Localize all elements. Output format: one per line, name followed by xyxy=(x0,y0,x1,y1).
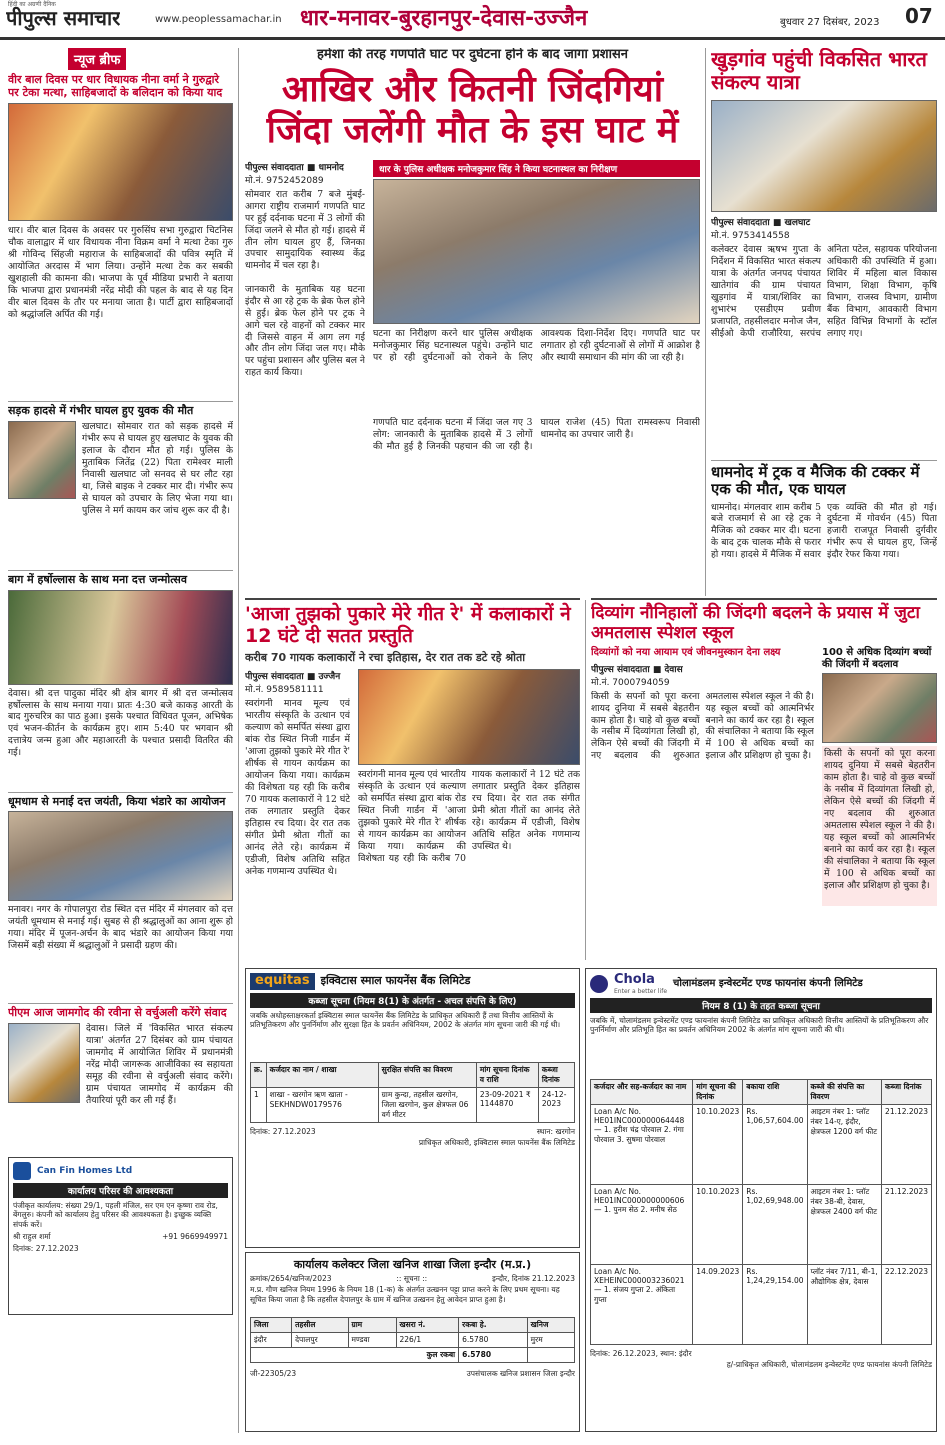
collector-col-tehsil: तहसील xyxy=(292,1318,348,1333)
lead-body-4: गणपति घाट दर्दनाक घटना में जिंदा जल गए 3 लोग: जानकारी के मुताबिक हादसे में 3 लोगों की मौत हुई है जिनकी पहचान की जा रही है। घायल राजेश (45) पिता रामस्वरूप निवासी धामनोद का उपचार जारी है। xyxy=(373,416,700,452)
equitas-cell-demand: 23-09-2021 ₹ 1144870 xyxy=(476,1087,538,1122)
chola-title: चोलामंडलम इन्वेस्टमेंट एण्ड फायनांस कंपनी लिमिटेड xyxy=(673,978,863,990)
school-byline: पीपुल्स संवाददाता ■ देवास xyxy=(591,664,683,675)
school-photo xyxy=(822,673,937,743)
canfin-title: कार्यालय परिसर की आवश्यकता xyxy=(13,1183,228,1198)
collector-col-khasra: खसरा नं. xyxy=(396,1318,459,1333)
chola-cell: Rs. 1,24,29,154.00 xyxy=(743,1264,807,1344)
column-divider xyxy=(238,48,239,1433)
table-row xyxy=(591,1264,932,1344)
collector-col-area: रकबा हे. xyxy=(459,1318,528,1333)
equitas-place: स्थान: खरगोन xyxy=(536,1126,575,1136)
equitas-col-5: कब्जा दिनांक xyxy=(538,1062,574,1087)
chola-subtitle: नियम 8 (1) के तहत कब्जा सूचना xyxy=(590,998,932,1013)
collector-cell: इंदौर xyxy=(251,1333,292,1348)
table-row xyxy=(591,1184,932,1264)
issue-date: बुधवार 27 दिसंबर, 2023 xyxy=(780,17,880,28)
lead-mobile: मो.नं. 9752452089 xyxy=(245,175,324,186)
chola-cell: 22.12.2023 xyxy=(882,1264,932,1344)
lead-headline[interactable]: आखिर और कितनी जिंदगियां जिंदा जलेंगी मौत के इस घाट में xyxy=(266,68,679,152)
equitas-col-3: सुरक्षित संपत्ति का विवरण xyxy=(378,1062,476,1087)
collector-col-mineral: खनिज xyxy=(527,1318,574,1333)
brief-1-headline[interactable]: वीर बाल दिवस पर धार विधायक नीना वर्मा ने गुरुद्वारे पर टेका मत्था, साहिबजादों के बलिदान को किया याद xyxy=(8,73,223,99)
table-row xyxy=(251,1087,575,1122)
edition-title: धार-मनावर-बुरहानपुर-देवास-उज्जैन xyxy=(300,6,588,31)
chola-cell: Loan A/c No. HE01INC000000064448 — 1. हरीश चंद्र पोरवाल 2. गंगा पोरवाल 3. सुषमा पोरवाल xyxy=(591,1104,693,1184)
school-mobile: मो.नं. 7000794059 xyxy=(591,677,670,688)
equitas-cell-borrower: शाखा - खरगोन ऋण खाता - SEKHNDW0179576 xyxy=(266,1087,378,1122)
page-number: 07 xyxy=(905,4,933,28)
brief-2-headline[interactable]: सड़क हादसे में गंभीर घायल हुए युवक की मौत xyxy=(8,401,233,418)
canfin-date: दिनांक: 27.12.2023 xyxy=(13,1244,79,1254)
brief-4-body: मनावर। नगर के गोपालपुरा रोड स्थित दत्त मंदिर में मंगलवार को दत्त जयंती धूमधाम से मनाई गई। सुबह से ही श्रद्धालुओं का आना शुरू हो गया। मंदिर में पूजन-अर्चन के बाद भंडारे का आयोजन किया गया जिसमें बड़ी संख्या में श्रद्धालुओं ने प्रसादी ग्रहण की। xyxy=(8,904,233,952)
news-brief-tag: न्यूज ब्रीफ xyxy=(68,48,126,70)
canfin-text: पंजीकृत कार्यालय: संख्या 29/1, पहली मंजिल, सर एम एन कृष्णा राव रोड, बेंगलुरु। कंपनी को कार्यालय हेतु परिसर की आवश्यकता है। इच्छुक व्यक्ति संपर्क करें। xyxy=(13,1200,218,1229)
music-byline: पीपुल्स संवाददाता ■ उज्जैन xyxy=(245,672,341,683)
chola-col-amount: बकाया राशि xyxy=(743,1079,807,1104)
equitas-col-1: क्र. xyxy=(251,1062,267,1087)
school-headline[interactable]: दिव्यांग नौनिहालों की जिंदगी बदलने के प्रयास में जुटा अमतलास स्पेशल स्कूल xyxy=(591,603,920,643)
brief-4-headline[interactable]: धूमधाम से मनाई दत्त जयंती, किया भंडारे का आयोजन xyxy=(8,792,233,809)
collector-table xyxy=(250,1317,575,1363)
brand-logo: पीपुल्स समाचार xyxy=(6,6,121,30)
table-row xyxy=(251,1333,575,1348)
collector-total: 6.5780 xyxy=(459,1348,528,1363)
yatra-mobile: मो.नं. 9753414558 xyxy=(711,231,790,241)
chola-tagline: Enter a better life xyxy=(614,987,668,995)
school-subheadline: दिव्यांगों को नया आयाम एवं जीवनमुस्कान देना लक्ष्य xyxy=(591,647,781,659)
equitas-cell-possession: 24-12-2023 xyxy=(538,1087,574,1122)
music-headline[interactable]: 'आजा तुझको पुकारे मेरे गीत रे' में कलाकारों ने 12 घंटे दी सतत प्रस्तुति xyxy=(245,603,571,647)
collector-ref: क्रमांक/2654/खनिज/2023 xyxy=(250,1274,332,1283)
brand-tagline: हिंदी का अग्रणी दैनिक xyxy=(8,1,56,8)
column-divider xyxy=(585,600,586,960)
collector-col-district: जिला xyxy=(251,1318,292,1333)
lead-kicker: हमेशा की तरह गणपति घाट पर दुर्घटना होने के बाद जागा प्रशासन xyxy=(316,48,629,62)
lead-photo-caption: धार के पुलिस अधीक्षक मनोजकुमार सिंह ने किया घटनास्थल का निरीक्षण xyxy=(373,160,700,177)
collector-title: कार्यालय कलेक्टर जिला खनिज शाखा जिला इन्दौर (म.प्र.) xyxy=(293,1258,532,1271)
chola-brand: Chola xyxy=(614,972,655,987)
chola-date-place: दिनांक: 26.12.2023, स्थान: इंदौर xyxy=(590,1348,692,1358)
yatra-headline[interactable]: खुड़गांव पहुंची विकसित भारत संकल्प यात्रा xyxy=(711,48,927,94)
chola-col-borrower: कर्जदार और सह-कर्जदार का नाम xyxy=(591,1079,693,1104)
lead-body-1: सोमवार रात करीब 7 बजे मुंबई-आगरा राष्ट्रीय राजमार्ग गणपति घाट पर हुई दर्दनाक घटना में 3 लोगों की जिंदा जलने से मौत हो गई। हादसे में तीन लोग घायल हुए हैं, जिनका उपचार सामुदायिक स्वास्थ्य केंद्र धामनोद में चल रहा है। xyxy=(245,188,365,272)
brief-3-headline[interactable]: बाग में हर्षोल्लास के साथ मना दत्त जन्मोत्सव xyxy=(8,570,233,587)
equitas-date: दिनांक: 27.12.2023 xyxy=(250,1126,316,1136)
lead-story xyxy=(245,48,700,593)
collector-code: जी-22305/23 xyxy=(250,1369,297,1379)
canfin-ad xyxy=(8,1157,233,1315)
equitas-subtitle: कब्जा सूचना (नियम 8(1) के अंतर्गत - अचल संपत्ति के लिए) xyxy=(250,993,575,1008)
music-photo xyxy=(358,669,580,765)
chola-cell: 14.09.2023 xyxy=(693,1264,743,1344)
chola-cell: 21.12.2023 xyxy=(882,1184,932,1264)
collector-cell: 6.5780 xyxy=(459,1333,528,1348)
chola-cell: आइटम नंबर 1: प्लॉट नंबर 14-ए, इंदौर, क्षेत्रफल 1200 वर्ग फीट xyxy=(807,1104,882,1184)
chola-col-date: मांग सूचना की दिनांक xyxy=(693,1079,743,1104)
chola-signature: ह/-प्राधिकृत अधिकारी, चोलामंडलम इन्वेस्टमेंट एण्ड फायनांस कंपनी लिमिटेड xyxy=(726,1360,932,1370)
chola-ad xyxy=(585,968,937,1432)
collector-notice xyxy=(245,1252,580,1432)
chola-cell: प्लॉट नंबर 7/11, बी-1, औद्योगिक क्षेत्र, देवास xyxy=(807,1264,882,1344)
canfin-contact-name: श्री राहुल शर्मा xyxy=(13,1231,51,1241)
chola-cell: Rs. 1,02,69,948.00 xyxy=(743,1184,807,1264)
music-mobile: मो.नं. 9589581111 xyxy=(245,685,324,696)
chola-col-property: कब्जे की संपत्ति का विवरण xyxy=(807,1079,882,1104)
collector-cell: मुरम xyxy=(527,1333,574,1348)
collector-cell: 226/1 xyxy=(396,1333,459,1348)
left-column xyxy=(8,48,233,1428)
brief-5-headline[interactable]: पीएम आज जामगोद की रवीना से वर्चुअली करेंगे संवाद xyxy=(8,1003,233,1020)
equitas-title: इक्विटास स्माल फायनेंस बैंक लिमिटेड xyxy=(320,974,471,988)
school-side-body: किसी के सपनों को पूरा करना शायद दुनिया में सबसे बेहतरीन काम होता है। चाहे वो कुछ बच्चों के नसीब में दिव्यांगता लिखी हो, लेकिन ऐसे बच्चों की जिंदगी में नए बदलाव की शुरुआत अमतलास स्पेशल स्कूल ने की है। यह स्कूल बच्चों को आत्मनिर्भर बनाने का कार्य कर रहा है। स्कूल की संचालिका ने बताया कि स्कूल में 100 से अधिक बच्चों का इलाज और प्रशिक्षण हो चुका है। xyxy=(822,746,937,906)
masthead xyxy=(0,0,945,40)
equitas-cell-property: ग्राम कुन्दा, तहसील खरगोन, जिला खरगोन, कुल क्षेत्रफल 06 वर्ग मीटर xyxy=(378,1087,476,1122)
chola-table xyxy=(590,1079,932,1345)
chola-cell: Loan A/c No. XEHEINC000003236021 — 1. संजय गुप्ता 2. अंकिता गुप्ता xyxy=(591,1264,693,1344)
brief-3-body: देवास। श्री दत्त पादुका मंदिर श्री क्षेत्र बागर में श्री दत्त जन्मोत्सव हर्षोल्लास के साथ मनाया गया। प्रातः 4:30 बजे काकड़ आरती के बाद गुरुचरित्र का पाठ हुआ। इसके पश्चात विधिवत पूजन, अभिषेक एवं भजन-कीर्तन के कार्यक्रम हुए। शाम 5:40 पर भगवान श्री दत्तात्रेय जन्म हुआ और महाआरती के पश्चात प्रसादी वितरित की गई। xyxy=(8,687,233,759)
brief-1-body: धार। वीर बाल दिवस के अवसर पर गुरुसिंघ सभा गुरुद्वारा चिटनिस चौक वालाद्वार में धार विधायक नीना विक्रम वर्मा ने मत्था टेका गुरु श्री गोविन्द सिंहजी महाराज के साहिबजादों की पवित्र स्मृति में आयोजित अरदास में भाग लिया। उन्होंने मत्था टेक कर सबकी खुशहाली की कामना की। भाजपा के पूर्व मीडिया प्रभारी ने बताया कि भाजपा द्वारा प्रधानमंत्री नरेंद्र मोदी की पहल के बाद से यह दिन वीर बाल दिवस के तौर पर मनाया जाता है। पार्टी द्वारा साहिबजादों को श्रद्धांजलि अर्पित की गई। xyxy=(8,225,233,320)
collector-signature: उपसंचालक खनिज प्रशासन जिला इन्दौर xyxy=(466,1369,575,1379)
music-body: स्वरांगनी मानव मूल्य एवं भारतीय संस्कृति के उत्थान एवं कल्याण को समर्पित संस्था द्वारा बांक रोड स्थित निजी गार्डन में 'आजा तुझको पुकारे मेरे गीत रे' शीर्षक से गायन कार्यक्रम का आयोजन किया गया। कार्यक्रम की विशेषता यह रही कि करीब 70 गायक कलाकारों ने 12 घंटे तक लगातार प्रस्तुति देकर इतिहास रच दिया। देर रात तक संगीत प्रेमी श्रोता गीतों का आनंद लेते रहे। कार्यक्रम में एडीजी, विशेष अतिथि सहित अनेक गणमान्य उपस्थित थे। xyxy=(245,698,350,877)
canfin-logo-icon xyxy=(13,1162,31,1180)
column-divider xyxy=(705,48,706,596)
brief-5-body: देवास। जिले में 'विकसित भारत संकल्प यात्रा' अंतर्गत 27 दिसंबर को ग्राम पंचायत जामगोद में आयोजित शिविर में प्रधानमंत्री नरेंद्र मोदी जागरूक आजीविका स्व सहायता समूह की रवीना से वर्चुअली संवाद करेंगे। ग्राम पंचायत जामगोद में कार्यक्रम की तैयारियां पूरी कर ली गई हैं। xyxy=(86,1022,233,1106)
canfin-contact-phone[interactable]: +91 9669949971 xyxy=(162,1231,228,1241)
yatra-body: कलेक्टर देवास ऋषभ गुप्ता के निर्देशन में विकसित भारत संकल्प यात्रा के अंतर्गत जनपद पंचायत खातेगांव की ग्राम पंचायत खुड़गांव में यात्रा/शिविर का शुभारंभ एसडीएम प्रवीण प्रजापति, तहसीलदार मनोज जैन, सीईओ केपी राजौरिया, सरपंच अनिता पटेल, सहायक परियोजना अधिकारी की उपस्थिति में हुआ। शिविर में महिला बाल विकास विभाग, शिक्षा विभाग, कृषि विभाग, राजस्व विभाग, ग्रामीण बैंक विभाग, आवकारी विभाग सहित विभिन्न विभागों के स्टॉल लगाए गए। xyxy=(711,244,937,339)
lead-byline: पीपुल्स संवाददाता ■ धामनोद xyxy=(245,162,344,173)
collector-col-village: ग्राम xyxy=(348,1318,396,1333)
accident-headline[interactable]: धामनोद में ट्रक व मैजिक की टक्कर में एक की मौत, एक घायल xyxy=(711,463,920,499)
chola-cell: 10.10.2023 xyxy=(693,1184,743,1264)
accident-body: धामनोद। मंगलवार शाम करीब 5 बजे राजमार्ग से आ रहे ट्रक ने मैजिक को टक्कर मार दी। घटना के बाद ट्रक चालक मौके से फरार हो गया। हादसे में मैजिक में सवार एक व्यक्ति की मौत हो गई। दुर्घटना में गोवर्धन (45) पिता हजारी राजपूत निवासी दुर्गवीर गंभीर रूप से घायल हुए, जिन्हें इंदौर रेफर किया गया। xyxy=(711,501,937,561)
yatra-story xyxy=(711,48,937,453)
chola-text: जबकि में, चोलामंडलम इन्वेस्टमेंट एण्ड फायनांस कंपनी लिमिटेड का प्राधिकृत अधिकारी वित्तीय आस्तियों के प्रतिभूतिकरण और पुनर्निर्माण और प्रतिभूति हित का प्रवर्तन अधिनियम 2002 के अंतर्गत मांग सूचना जारी की थी। xyxy=(590,1015,929,1035)
brief-5-photo xyxy=(8,1023,80,1103)
chola-cell: 21.12.2023 xyxy=(882,1104,932,1184)
chola-logo-icon xyxy=(590,975,608,993)
equitas-col-4: मांग सूचना दिनांक व राशि xyxy=(476,1062,538,1087)
brief-4-photo xyxy=(8,811,233,901)
music-story xyxy=(245,598,580,963)
brief-2-photo xyxy=(8,421,76,499)
equitas-ad xyxy=(245,968,580,1248)
lead-photo xyxy=(373,179,700,324)
brief-3-photo xyxy=(8,590,233,685)
accident-story xyxy=(711,460,937,595)
school-side-headline: 100 से अधिक दिव्यांग बच्चों की जिंदगी में बदलाव xyxy=(822,647,932,670)
table-row xyxy=(251,1348,575,1363)
music-body-continued: स्वरांगनी मानव मूल्य एवं भारतीय संस्कृति के उत्थान एवं कल्याण को समर्पित संस्था द्वारा बांक रोड स्थित निजी गार्डन में 'आजा तुझको पुकारे मेरे गीत रे' शीर्षक से गायन कार्यक्रम का आयोजन किया गया। कार्यक्रम की विशेषता यह रही कि करीब 70 गायक कलाकारों ने 12 घंटे तक लगातार प्रस्तुति देकर इतिहास रच दिया। देर रात तक संगीत प्रेमी श्रोता गीतों का आनंद लेते रहे। कार्यक्रम में एडीजी, विशेष अतिथि सहित अनेक गणमान्य उपस्थित थे। xyxy=(358,769,580,864)
table-row xyxy=(591,1104,932,1184)
school-body: किसी के सपनों को पूरा करना शायद दुनिया में सबसे बेहतरीन काम होता है। चाहे वो कुछ बच्चों के नसीब में दिव्यांगता लिखी हो, लेकिन ऐसे बच्चों की जिंदगी में नए बदलाव की शुरुआत अमतलास स्पेशल स्कूल ने की है। यह स्कूल बच्चों को आत्मनिर्भर बनाने का कार्य कर रहा है। स्कूल की संचालिका ने बताया कि स्कूल में 100 से अधिक बच्चों का इलाज और प्रशिक्षण हो चुका है। xyxy=(591,690,814,762)
chola-cell: आइटम नंबर 1: प्लॉट नंबर 38-बी, देवास, क्षेत्रफल 2400 वर्ग फीट xyxy=(807,1184,882,1264)
yatra-byline: पीपुल्स संवाददाता ■ खलघाट xyxy=(711,218,811,228)
equitas-text: जबकि अधोहस्ताक्षरकर्ता इक्विटास स्माल फायनेंस बैंक लिमिटेड के प्राधिकृत अधिकारी हैं तथा वित्तीय आस्तियों के प्रतिभूतिकरण और पुनर्निर्माण और सुरक्षा हित के प्रवर्तन अधिनियम, 2002 के अंतर्गत मांग सूचना जारी की गई थी। xyxy=(250,1010,561,1030)
chola-cell: Rs. 1,06,57,604.00 xyxy=(743,1104,807,1184)
collector-subtitle: :: सूचना :: xyxy=(396,1274,428,1283)
collector-ref-date: इन्दौर, दिनांक 21.12.2023 xyxy=(492,1274,575,1283)
chola-cell: Loan A/c No. HE01INC000000000606 — 1. पुनम सेठ 2. मनीष सेठ xyxy=(591,1184,693,1264)
collector-text: म.प्र. गौण खनिज नियम 1996 के नियम 18 (1-क) के अंतर्गत उत्खनन पट्टा प्राप्त करने के लिए प्रथम सूचना। यह सूचित किया जाता है कि तहसील देपालपुर के ग्राम में खनिज उत्खनन हेतु आवेदन प्राप्त हुआ है। xyxy=(250,1285,560,1304)
equitas-table xyxy=(250,1062,575,1123)
yatra-photo xyxy=(711,100,937,212)
brief-1-photo xyxy=(8,103,233,221)
brand-url[interactable]: www.peoplessamachar.in xyxy=(155,14,282,25)
equitas-col-2: कर्जदार का नाम / शाखा xyxy=(266,1062,378,1087)
canfin-brand: Can Fin Homes Ltd xyxy=(37,1165,133,1176)
chola-cell: 10.10.2023 xyxy=(693,1104,743,1184)
music-subheadline: करीब 70 गायक कलाकारों ने रचा इतिहास, देर रात तक डटे रहे श्रोता xyxy=(245,650,526,664)
school-story xyxy=(591,598,937,963)
brief-2-body: खलघाट। सोमवार रात को सड़क हादसे में गंभीर रूप से घायल हुए खलघाट के युवक की इलाज के दौरान मौत हो गई। पुलिस के मुताबिक जितेंद्र (22) पिता रामेश्वर माली निवासी खलघाट जो सनवद से घर लौट रहा था, जिसे बाइक ने टक्कर मार दी। गंभीर रूप से घायल को उपचार के लिए भेजा गया था। पुलिस ने मर्ग कायम कर जांच शुरू कर दी है। xyxy=(82,420,233,516)
chola-col-possession: कब्जा दिनांक xyxy=(882,1079,932,1104)
lead-body-3: घटना का निरीक्षण करने धार पुलिस अधीक्षक मनोजकुमार सिंह घटनास्थल पहुंचे। उन्होंने घाट पर हो रही दुर्घटनाओं को रोकने के लिए आवश्यक दिशा-निर्देश दिए। गणपति घाट पर लगातार हो रही दुर्घटनाओं से लोगों में आक्रोश है और स्थायी समाधान की मांग की जा रही है। xyxy=(373,327,700,363)
equitas-cell-sn: 1 xyxy=(251,1087,267,1122)
collector-cell: मण्डवा xyxy=(348,1333,396,1348)
lead-body-2: जानकारी के मुताबिक यह घटना इंदौर से आ रहे ट्रक के ब्रेक फेल होने से हुई। ब्रेक फेल होने पर ट्रक ने आगे चल रहे वाहनों को टक्कर मार दी जिससे वाहन में आग लग गई और तीन लोग जिंदा जल गए। मौके पर पहुंचा प्रशासन और पुलिस बल ने राहत कार्य किया। xyxy=(245,283,365,379)
collector-cell xyxy=(527,1348,574,1363)
equitas-logo: equitas xyxy=(250,973,315,990)
collector-total-label: कुल रकबा xyxy=(251,1348,459,1363)
equitas-signature: प्राधिकृत अधिकारी, इक्विटास स्माल फायनेंस बैंक लिमिटेड xyxy=(418,1138,575,1148)
collector-cell: देपालपुर xyxy=(292,1333,348,1348)
